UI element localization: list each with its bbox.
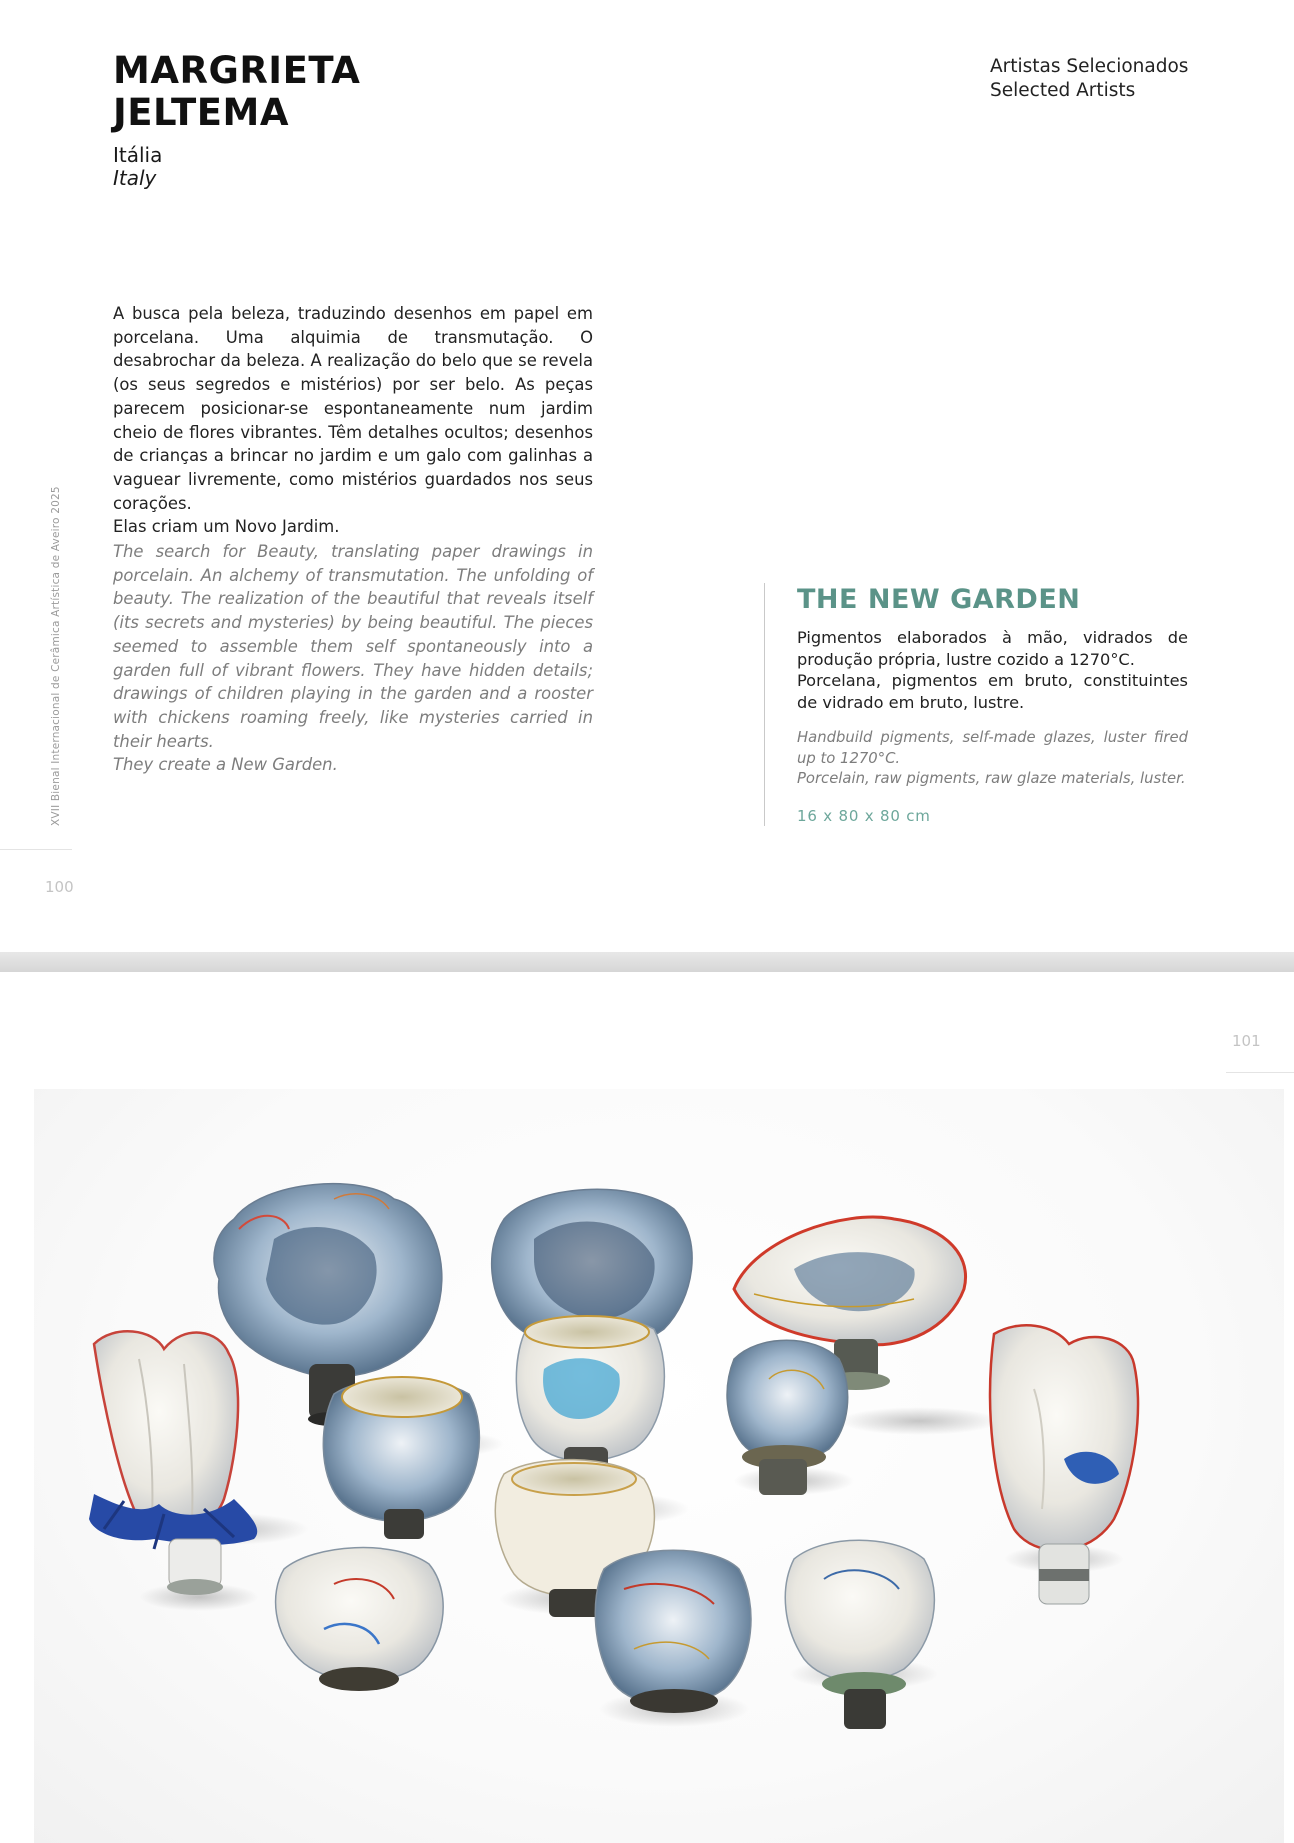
- materials-en-line: Handbuild pigments, self-made glazes, luster fired up to 1270°C.: [797, 729, 1188, 767]
- page-number-right: 101: [1232, 1032, 1261, 1050]
- sculpture-vase-center-blue: [516, 1316, 664, 1483]
- artist-name-line2: JELTEMA: [113, 91, 289, 134]
- statement-en-closing: They create a New Garden.: [113, 755, 338, 775]
- page-separator: [0, 952, 1294, 972]
- spine-divider-left: [0, 849, 72, 850]
- artist-country-pt: Itália: [113, 143, 163, 167]
- section-label-pt: Artistas Selecionados: [990, 56, 1189, 77]
- artist-name: [113, 50, 413, 134]
- artist-statement-pt: [113, 302, 593, 539]
- statement-pt-closing: Elas criam um Novo Jardim.: [113, 517, 340, 537]
- sculpture-bottom-center: [595, 1550, 751, 1713]
- artist-name-line1: MARGRIETA: [113, 49, 361, 92]
- materials-en: [797, 728, 1188, 790]
- artwork-photo: [34, 1089, 1284, 1843]
- sculpture-tulip-vase-left: [89, 1331, 257, 1595]
- work-info: [764, 583, 1188, 826]
- statement-pt-paragraph: A busca pela beleza, traduzindo desenhos em papel em porcelana. Uma alquimia de transmutação. O desabrochar da beleza. A realização do belo que se revela (os seus segredos e mistérios) por ser belo. As peças parecem posicionar-se espontaneamente num jardim cheio de flores vibrantes. Têm detalhes ocultos; desenhos de crianças a brincar no jardim e um galo com galinhas a vaguear livremente, como mistérios guardados nos seus corações.: [113, 304, 593, 513]
- spine-text-left: XVII Bienal Internacional de Cerâmica Artística de Aveiro 2025: [50, 486, 62, 826]
- page-101: [0, 972, 1294, 1843]
- materials-pt: [797, 627, 1188, 713]
- page-number-left: 100: [45, 878, 74, 896]
- work-title: THE NEW GARDEN: [797, 584, 1081, 615]
- materials-en-line: Porcelain, raw pigments, raw glaze materials, luster.: [797, 770, 1186, 787]
- section-label-en: Selected Artists: [990, 80, 1136, 101]
- materials-pt-line: Porcelana, pigmentos em bruto, constituintes de vidrado em bruto, lustre.: [797, 671, 1188, 712]
- spine-divider-right: [1226, 1072, 1294, 1073]
- sculpture-bowl-bottom-left: [276, 1548, 444, 1691]
- artist-country-en: Italy: [113, 166, 157, 190]
- porcelain-sculptures-illustration: [34, 1089, 1284, 1843]
- artist-statement-en: [113, 540, 593, 777]
- work-dimensions: 16 x 80 x 80 cm: [797, 806, 931, 825]
- sculpture-right-lower: [785, 1540, 934, 1729]
- sculpture-cup-middle-left: [323, 1377, 479, 1539]
- section-label: [990, 55, 1188, 103]
- statement-en-paragraph: The search for Beauty, translating paper drawings in porcelain. An alchemy of transmutation. The unfolding of beauty. The realization of the beautiful that reveals itself (its secrets and mysteries) by being beautiful. The pieces seemed to assemble them self spontaneously into a garden full of vibrant flowers. They have hidden details; drawings of children playing in the garden and a rooster with chickens roaming freely, like mysteries carried in their hearts.: [113, 542, 593, 751]
- materials-pt-line: Pigmentos elaborados à mão, vidrados de produção própria, lustre cozido a 1270°C.: [797, 628, 1188, 669]
